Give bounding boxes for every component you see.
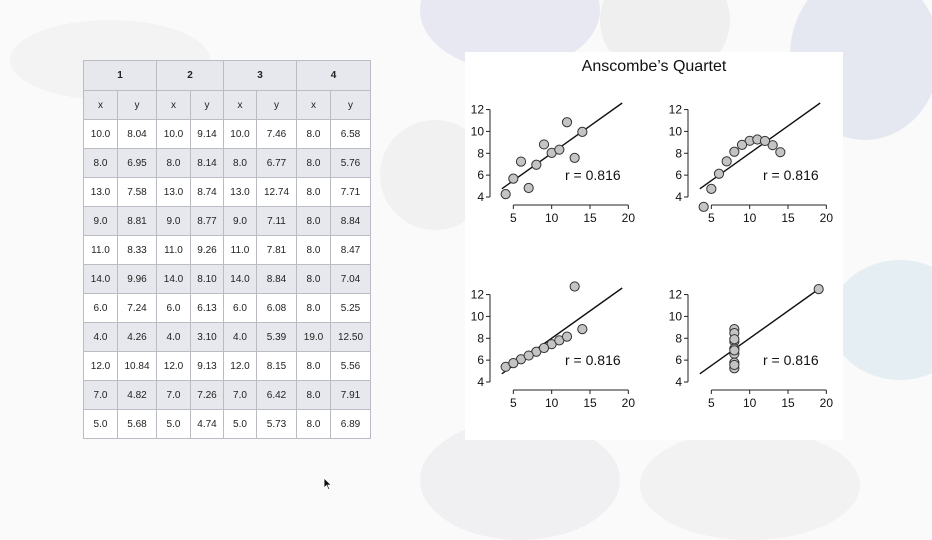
data-point: [509, 174, 518, 183]
table-cell: 19.0: [297, 323, 331, 352]
data-point: [539, 343, 548, 352]
table-cell: 12.74: [257, 178, 297, 207]
y-tick-label: 10: [470, 124, 484, 139]
table-cell: 9.13: [191, 352, 224, 381]
x-tick-label: 5: [707, 396, 715, 410]
table-cell: 4.74: [191, 410, 224, 439]
table-cell: 5.0: [157, 410, 191, 439]
data-point: [714, 169, 723, 178]
table-cell: 7.0: [224, 381, 257, 410]
table-cell: 4.82: [118, 381, 157, 410]
table-cell: 7.24: [118, 294, 157, 323]
table-cell: 10.0: [157, 120, 191, 149]
column-header: x: [297, 91, 331, 120]
table-cell: 6.42: [257, 381, 297, 410]
table-cell: 4.0: [157, 323, 191, 352]
x-tick-label: 15: [781, 211, 795, 225]
column-header: y: [191, 91, 224, 120]
table-cell: 5.76: [331, 149, 371, 178]
correlation-annotation: r = 0.816: [565, 352, 621, 368]
y-tick-label: 4: [477, 375, 484, 389]
table-cell: 5.0: [224, 410, 257, 439]
x-tick-label: 15: [583, 396, 597, 410]
anscombe-quartet-chart: [465, 52, 843, 440]
table-row: [84, 236, 371, 265]
correlation-annotation: r = 0.816: [565, 167, 621, 183]
y-tick-label: 4: [675, 190, 682, 204]
group-header: 2: [157, 61, 224, 91]
table-cell: 6.95: [118, 149, 157, 178]
y-tick-label: 8: [675, 331, 682, 346]
scatter-panel: [471, 282, 636, 410]
y-tick-label: 6: [675, 168, 682, 183]
data-point: [532, 160, 541, 169]
table-cell: 8.14: [191, 149, 224, 178]
data-point: [578, 127, 587, 136]
data-point: [555, 145, 564, 154]
data-point: [539, 140, 548, 149]
table-cell: 9.96: [118, 265, 157, 294]
anscombe-data-table: [83, 60, 371, 439]
y-tick-label: 10: [668, 124, 682, 139]
table-cell: 7.04: [331, 265, 371, 294]
data-point: [524, 351, 533, 360]
y-tick-label: 4: [675, 375, 682, 389]
data-point: [509, 358, 518, 367]
y-tick-label: 6: [675, 353, 682, 368]
data-point: [776, 148, 785, 157]
data-point: [516, 157, 525, 166]
table-cell: 11.0: [157, 236, 191, 265]
data-point: [562, 118, 571, 127]
table-row: [84, 381, 371, 410]
data-point: [707, 184, 716, 193]
data-point: [730, 346, 739, 355]
group-header: 3: [224, 61, 297, 91]
table-cell: 8.15: [257, 352, 297, 381]
column-header: x: [224, 91, 257, 120]
y-tick-label: 8: [477, 331, 484, 346]
table-row: [84, 294, 371, 323]
table-cell: 6.0: [224, 294, 257, 323]
y-tick-label: 8: [477, 146, 484, 161]
x-tick-label: 10: [544, 211, 559, 225]
table-cell: 8.84: [331, 207, 371, 236]
scatter-panel: [669, 103, 834, 225]
data-point: [699, 202, 708, 211]
y-tick-label: 8: [675, 146, 682, 161]
table-cell: 8.0: [297, 265, 331, 294]
x-tick-label: 20: [819, 396, 834, 410]
data-point: [722, 157, 731, 166]
table-cell: 14.0: [157, 265, 191, 294]
correlation-annotation: r = 0.816: [763, 167, 819, 183]
table-cell: 8.0: [297, 178, 331, 207]
table-cell: 10.0: [224, 120, 257, 149]
x-tick-label: 20: [621, 396, 636, 410]
table-cell: 13.0: [84, 178, 118, 207]
table-cell: 8.0: [297, 294, 331, 323]
table-cell: 13.0: [157, 178, 191, 207]
table-cell: 12.0: [84, 352, 118, 381]
table-cell: 8.04: [118, 120, 157, 149]
table-cell: 8.0: [297, 352, 331, 381]
table-cell: 7.81: [257, 236, 297, 265]
data-point: [760, 136, 769, 145]
table-cell: 5.25: [331, 294, 371, 323]
table-cell: 3.10: [191, 323, 224, 352]
data-point: [730, 360, 739, 369]
table-cell: 13.0: [224, 178, 257, 207]
x-tick-label: 20: [621, 211, 636, 225]
table-cell: 6.89: [331, 410, 371, 439]
table-cell: 8.84: [257, 265, 297, 294]
table-cell: 14.0: [224, 265, 257, 294]
table-group-header-row: [84, 61, 371, 91]
x-tick-label: 5: [509, 396, 517, 410]
background-shape: [640, 430, 860, 540]
table-cell: 8.0: [297, 410, 331, 439]
table-cell: 7.46: [257, 120, 297, 149]
table-cell: 4.0: [224, 323, 257, 352]
table-cell: 10.84: [118, 352, 157, 381]
table-cell: 5.73: [257, 410, 297, 439]
table-cell: 8.74: [191, 178, 224, 207]
table-cell: 8.0: [157, 149, 191, 178]
data-point: [524, 183, 533, 192]
table-cell: 7.26: [191, 381, 224, 410]
table-row: [84, 410, 371, 439]
data-point: [570, 282, 579, 291]
table-row: [84, 149, 371, 178]
table-cell: 11.0: [84, 236, 118, 265]
x-tick-label: 10: [742, 396, 757, 410]
table-cell: 8.33: [118, 236, 157, 265]
y-tick-label: 12: [470, 287, 484, 302]
table-cell: 12.0: [224, 352, 257, 381]
table-cell: 7.11: [257, 207, 297, 236]
table-cell: 8.81: [118, 207, 157, 236]
x-tick-label: 10: [544, 396, 559, 410]
data-point: [562, 332, 571, 341]
x-tick-label: 5: [509, 211, 517, 225]
table-cell: 8.0: [297, 149, 331, 178]
column-header: x: [157, 91, 191, 120]
table-sub-header-row: [84, 91, 371, 120]
table-cell: 9.14: [191, 120, 224, 149]
table-cell: 14.0: [84, 265, 118, 294]
table-body: [84, 120, 371, 439]
data-point: [578, 324, 587, 333]
data-point: [730, 335, 739, 344]
data-point: [570, 153, 579, 162]
table-cell: 8.0: [84, 149, 118, 178]
table-cell: 8.0: [224, 149, 257, 178]
table-cell: 8.47: [331, 236, 371, 265]
column-header: x: [84, 91, 118, 120]
y-tick-label: 12: [668, 102, 682, 117]
mouse-cursor-icon: [323, 477, 333, 491]
table-cell: 6.08: [257, 294, 297, 323]
table-cell: 8.77: [191, 207, 224, 236]
table-row: [84, 323, 371, 352]
table-cell: 9.0: [224, 207, 257, 236]
data-point: [814, 284, 823, 293]
table-cell: 6.0: [157, 294, 191, 323]
table-cell: 7.0: [157, 381, 191, 410]
table-cell: 6.13: [191, 294, 224, 323]
x-tick-label: 20: [819, 211, 834, 225]
scatter-panel: [471, 103, 636, 225]
table-row: [84, 265, 371, 294]
table-row: [84, 207, 371, 236]
table-cell: 12.50: [331, 323, 371, 352]
table-cell: 5.39: [257, 323, 297, 352]
table-cell: 9.26: [191, 236, 224, 265]
table-row: [84, 120, 371, 149]
table-row: [84, 178, 371, 207]
table-cell: 6.0: [84, 294, 118, 323]
table-cell: 8.0: [297, 207, 331, 236]
y-tick-label: 12: [668, 287, 682, 302]
x-tick-label: 10: [742, 211, 757, 225]
chart-title: Anscombe’s Quartet: [581, 58, 727, 75]
column-header: y: [118, 91, 157, 120]
column-header: y: [331, 91, 371, 120]
y-tick-label: 4: [477, 190, 484, 204]
x-tick-label: 15: [781, 396, 795, 410]
group-header: 1: [84, 61, 157, 91]
background-shape: [830, 260, 932, 380]
group-header: 4: [297, 61, 371, 91]
table-cell: 8.0: [297, 381, 331, 410]
correlation-annotation: r = 0.816: [763, 352, 819, 368]
table-cell: 4.0: [84, 323, 118, 352]
table-cell: 11.0: [224, 236, 257, 265]
scatter-panel: [669, 284, 834, 410]
table-cell: 6.77: [257, 149, 297, 178]
table-cell: 5.0: [84, 410, 118, 439]
table-cell: 9.0: [84, 207, 118, 236]
table-cell: 10.0: [84, 120, 118, 149]
y-tick-label: 6: [477, 353, 484, 368]
y-tick-label: 10: [470, 309, 484, 324]
table-cell: 5.56: [331, 352, 371, 381]
table-cell: 4.26: [118, 323, 157, 352]
data-point: [730, 147, 739, 156]
data-point: [737, 140, 746, 149]
table-cell: 12.0: [157, 352, 191, 381]
y-tick-label: 12: [470, 102, 484, 117]
table-cell: 7.71: [331, 178, 371, 207]
table-cell: 6.58: [331, 120, 371, 149]
table-cell: 5.68: [118, 410, 157, 439]
table-cell: 9.0: [157, 207, 191, 236]
x-tick-label: 15: [583, 211, 597, 225]
y-tick-label: 10: [668, 309, 682, 324]
y-tick-label: 6: [477, 168, 484, 183]
table-cell: 7.58: [118, 178, 157, 207]
table-cell: 7.0: [84, 381, 118, 410]
column-header: y: [257, 91, 297, 120]
chart-panel: [465, 52, 843, 440]
data-point: [501, 190, 510, 199]
table-cell: 7.91: [331, 381, 371, 410]
table-cell: 8.10: [191, 265, 224, 294]
table-row: [84, 352, 371, 381]
table-cell: 8.0: [297, 120, 331, 149]
x-tick-label: 5: [707, 211, 715, 225]
table-cell: 8.0: [297, 236, 331, 265]
